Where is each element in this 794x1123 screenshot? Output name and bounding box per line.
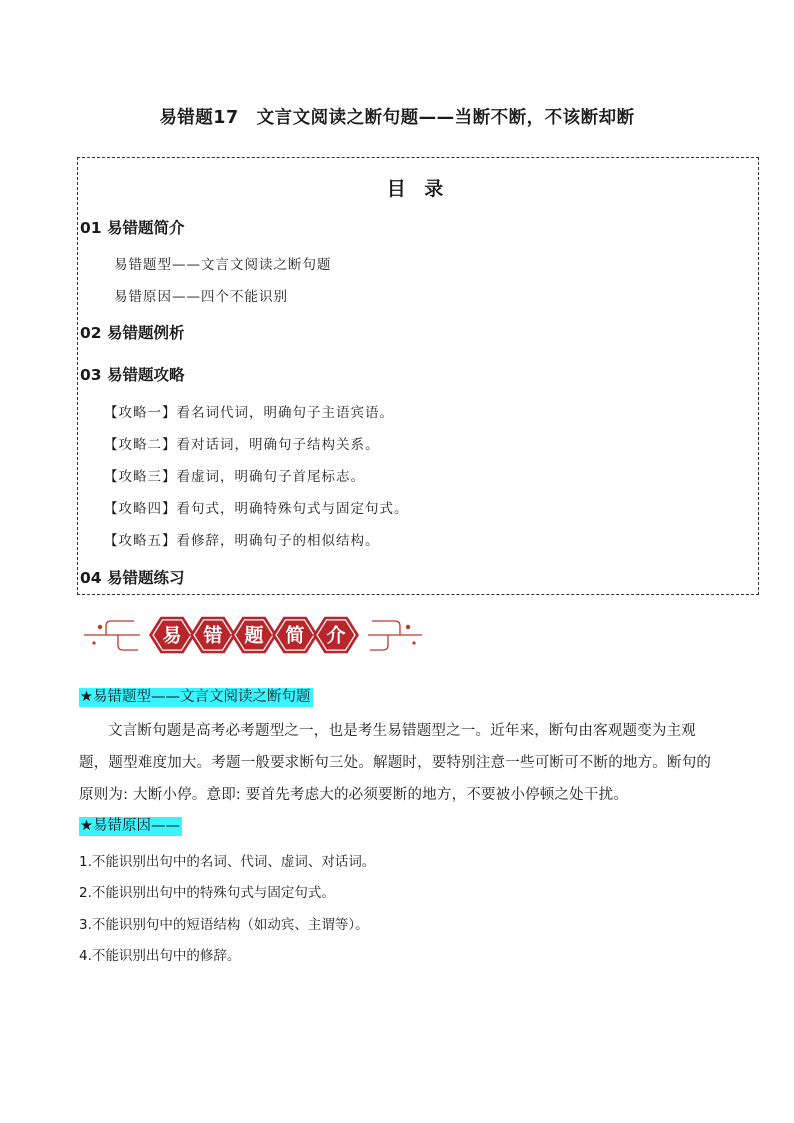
right-ornament-icon bbox=[368, 621, 422, 650]
toc-item-strategy-3[interactable]: 【攻略三】看虚词，明确句子首尾标志。 bbox=[104, 469, 365, 485]
toc-section-01[interactable]: 01 易错题简介 bbox=[80, 219, 185, 237]
section-banner bbox=[84, 612, 424, 658]
reason-item: 4.不能识别出句中的修辞。 bbox=[79, 948, 241, 964]
error-type-tag: ★易错题型——文言文阅读之断句题 bbox=[80, 689, 311, 705]
toc-item-strategy-2[interactable]: 【攻略二】看对话词，明确句子结构关系。 bbox=[104, 437, 380, 453]
banner-char: 介 bbox=[326, 624, 346, 647]
toc-item-strategy-1[interactable]: 【攻略一】看名词代词，明确句子主语宾语。 bbox=[104, 405, 394, 421]
reason-item: 1.不能识别出句中的名词、代词、虚词、对话词。 bbox=[79, 854, 376, 870]
reason-item: 2.不能识别出句中的特殊句式与固定句式。 bbox=[79, 885, 335, 901]
banner-char: 题 bbox=[244, 624, 264, 647]
banner-char: 易 bbox=[162, 624, 182, 647]
toc-item-error-cause[interactable]: 易错原因——四个不能识别 bbox=[114, 289, 288, 305]
error-cause-tag: ★易错原因—— bbox=[80, 818, 180, 834]
toc-section-02[interactable]: 02 易错题例析 bbox=[80, 324, 185, 342]
document-title: 易错题17 文言文阅读之断句题——当断不断，不该断却断 bbox=[159, 108, 635, 128]
left-ornament-icon bbox=[84, 621, 140, 650]
toc-item-error-type[interactable]: 易错题型——文言文阅读之断句题 bbox=[114, 257, 332, 273]
toc-section-04[interactable]: 04 易错题练习 bbox=[80, 569, 185, 587]
toc-item-strategy-4[interactable]: 【攻略四】看句式，明确特殊句式与固定句式。 bbox=[104, 501, 409, 517]
table-of-contents bbox=[77, 157, 759, 595]
toc-item-strategy-5[interactable]: 【攻略五】看修辞，明确句子的相似结构。 bbox=[104, 533, 380, 549]
banner-char: 简 bbox=[285, 624, 305, 647]
banner-char: 错 bbox=[203, 624, 223, 647]
toc-section-03[interactable]: 03 易错题攻略 bbox=[80, 366, 185, 384]
reason-item: 3.不能识别句中的短语结构（如动宾、主谓等）。 bbox=[79, 917, 369, 933]
error-type-paragraph: 文言断句题是高考必考题型之一，也是考生易错题型之一。近年来，断句由客观题变为主观题，题型难度加大。考题一般要求断句三处。解题时，要特别注意一些可断可不断的地方。断句的原则为: 大断小停。意即: 要首先考虑大的必须要断的地方，不要被小停顿之处干扰。 bbox=[79, 723, 712, 803]
toc-heading: 目 录 bbox=[386, 178, 450, 200]
